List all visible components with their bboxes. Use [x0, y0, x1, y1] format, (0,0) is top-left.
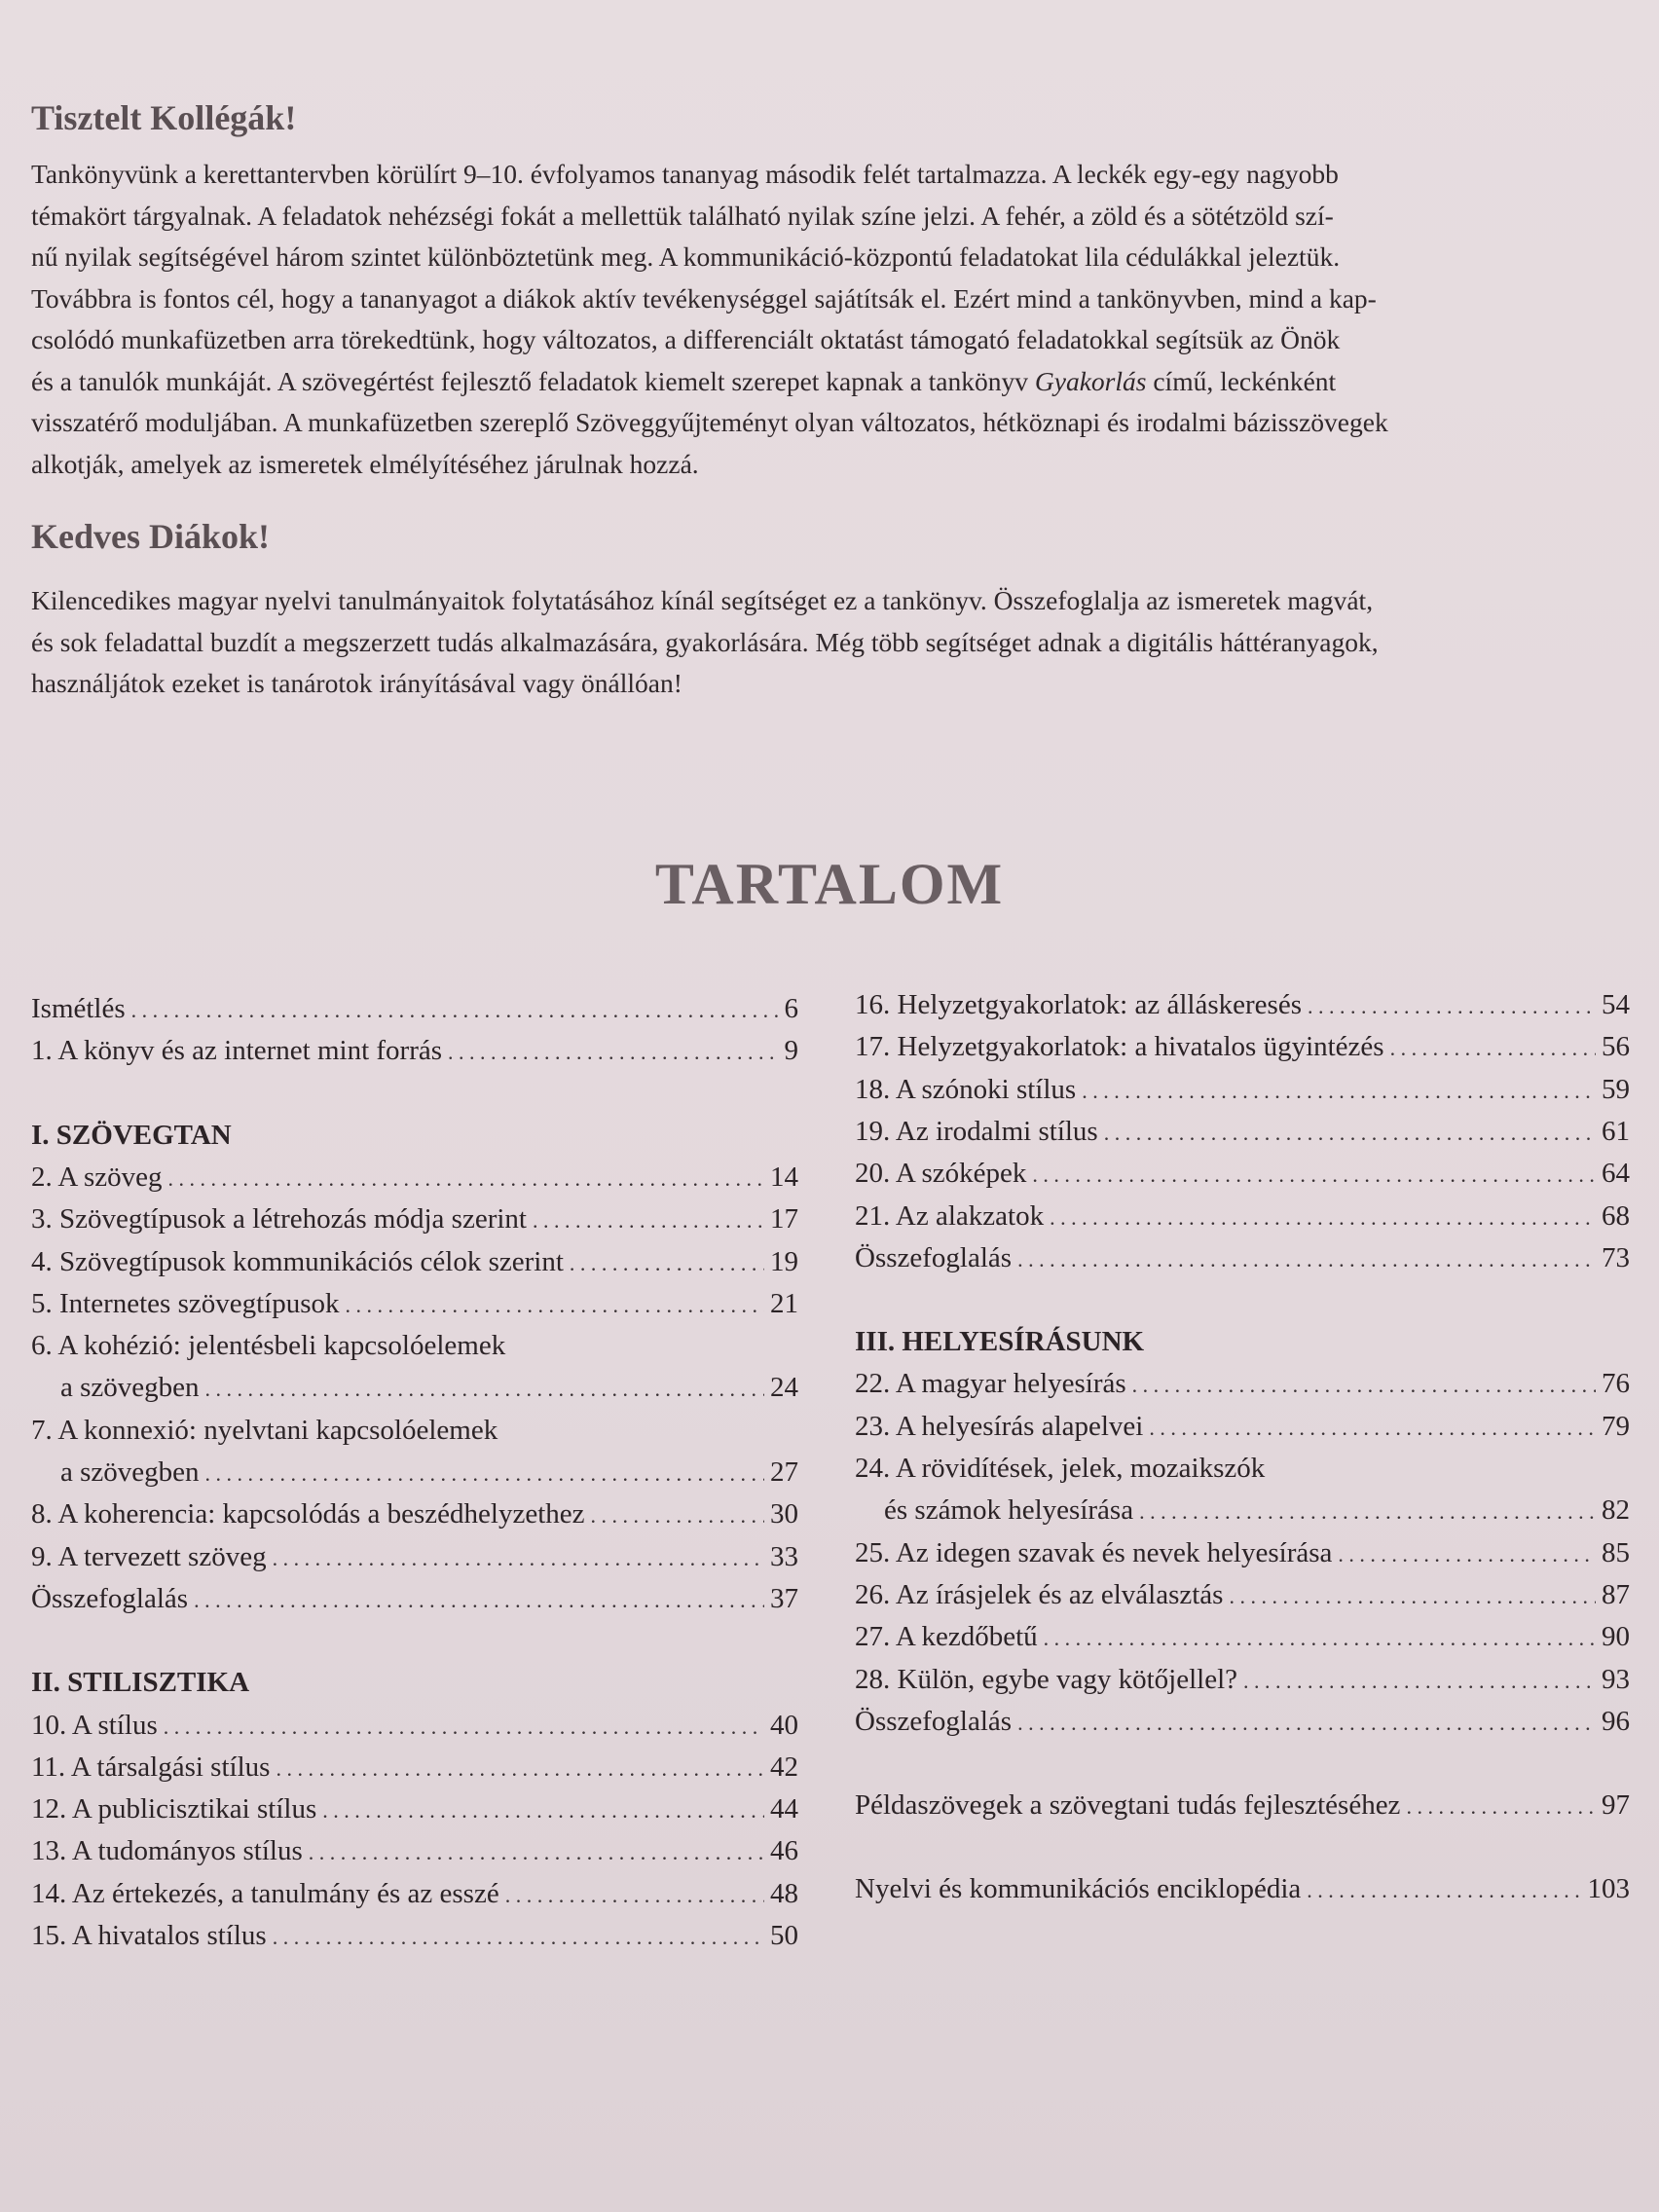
toc-entry-label: 21. Az alakzatok	[855, 1199, 1045, 1232]
toc-leader-dots	[448, 1040, 778, 1065]
toc-entry-line: 7. A konnexió: nyelvtani kapcsolóelemek	[31, 1414, 498, 1446]
toc-entry-label: 22. A magyar helyesírás	[855, 1368, 1126, 1400]
toc-entry-page-number: 90	[1602, 1621, 1630, 1653]
toc-entry	[31, 1372, 798, 1411]
toc-entry	[855, 1074, 1630, 1113]
toc-entry-label: 11. A társalgási stílus	[31, 1751, 271, 1783]
toc-entry-page-number: 73	[1602, 1241, 1630, 1273]
toc-entry	[855, 1158, 1630, 1197]
toc-entry-page-number: 27	[770, 1456, 798, 1488]
toc-entry	[855, 1368, 1630, 1407]
toc-entry	[855, 989, 1630, 1028]
toc-entry-label: Összefoglalás	[855, 1241, 1013, 1273]
toc-entry-page-number: 37	[770, 1582, 798, 1614]
toc-entry	[31, 1710, 798, 1749]
toc-entry	[31, 993, 798, 1032]
toc-leader-dots	[1149, 1416, 1596, 1441]
toc-leader-dots	[1050, 1205, 1596, 1231]
toc-entry-page-number: 93	[1602, 1663, 1630, 1695]
toc-leader-dots	[1139, 1499, 1596, 1525]
toc-entry-page-number: 44	[770, 1793, 798, 1825]
toc-entry-line: 6. A kohézió: jelentésbeli kapcsolóelemek	[31, 1330, 506, 1362]
toc-leader-dots	[164, 1714, 764, 1740]
toc-entry	[31, 1035, 798, 1074]
toc-entry-label: 10. A stílus	[31, 1709, 158, 1741]
toc-leader-dots	[1229, 1584, 1596, 1609]
toc-entry-page-number: 64	[1602, 1158, 1630, 1190]
para2-line: és sok feladattal buzdít a megszerzett tudás alkalmazására, gyakorlására. Még több segítséget adnak a digitális háttéranyagok,	[31, 626, 1379, 657]
toc-entry-page-number: 103	[1587, 1873, 1630, 1905]
toc-entry	[855, 1116, 1630, 1155]
toc-entry-page-number: 6	[784, 993, 798, 1024]
toc-entry	[31, 1288, 798, 1327]
colleagues-paragraph	[31, 154, 1618, 485]
toc-leader-dots	[346, 1293, 764, 1318]
toc-entry-label: a szövegben	[60, 1372, 200, 1404]
toc-entry-label: 1. A könyv és az internet mint forrás	[31, 1035, 443, 1067]
toc-entry	[855, 1200, 1630, 1239]
toc-entry-page-number: 82	[1602, 1494, 1630, 1527]
toc-entry-label: 28. Külön, egybe vagy kötőjellel?	[855, 1663, 1238, 1695]
toc-entry-page-number: 97	[1602, 1789, 1630, 1822]
toc-title: TARTALOM	[654, 852, 1005, 916]
para1-text: és a tanulók munkáját. A szövegértést fejlesztő feladatok kiemelt szerepet kapnak a tankönyv	[31, 365, 1035, 396]
toc-entry-page-number: 30	[770, 1498, 798, 1530]
toc-entry-label: 12. A publicisztikai stílus	[31, 1793, 317, 1825]
toc-entry-label: 16. Helyzetgyakorlatok: az álláskeresés	[855, 989, 1302, 1020]
toc-section-heading: II. STILISZTIKA	[31, 1667, 250, 1699]
toc-leader-dots	[1243, 1669, 1596, 1694]
toc-entry-label: Ismétlés	[31, 993, 126, 1024]
colleagues-heading: Tisztelt Kollégák!	[31, 98, 297, 137]
toc-entry-page-number: 21	[770, 1287, 798, 1319]
toc-leader-dots	[309, 1840, 764, 1865]
toc-entry-label: 5. Internetes szövegtípusok	[31, 1287, 340, 1319]
toc-entry	[855, 1621, 1630, 1660]
toc-entry-page-number: 54	[1602, 989, 1630, 1020]
toc-leader-dots	[1132, 1373, 1596, 1398]
toc-entry	[31, 1583, 798, 1622]
toc-leader-dots	[1082, 1079, 1596, 1104]
toc-entry	[855, 1494, 1630, 1533]
toc-leader-dots	[273, 1546, 764, 1571]
toc-entry-page-number: 42	[770, 1751, 798, 1783]
toc-entry-label: 9. A tervezett szöveg	[31, 1540, 267, 1572]
toc-right-column	[855, 989, 1630, 1963]
toc-entry-page-number: 46	[770, 1835, 798, 1867]
toc-entry-label: 15. A hivatalos stílus	[31, 1920, 267, 1951]
gyakorlas-italic: Gyakorlás	[1034, 365, 1147, 396]
toc-leader-dots	[591, 1503, 765, 1529]
toc-entry-label: 23. A helyesírás alapelvei	[855, 1410, 1144, 1442]
toc-section-heading: I. SZÖVEGTAN	[31, 1119, 232, 1151]
toc-entry-page-number: 85	[1602, 1536, 1630, 1568]
toc-left-column	[31, 993, 798, 1967]
toc-entry-page-number: 59	[1602, 1073, 1630, 1105]
toc-entry-page-number: 17	[770, 1203, 798, 1235]
toc-entry-line: 24. A rövidítések, jelek, mozaikszók	[855, 1453, 1266, 1484]
students-paragraph	[31, 580, 1618, 705]
toc-entry-label: 27. A kezdőbetű	[855, 1621, 1038, 1653]
toc-entry	[31, 1541, 798, 1580]
toc-entry-label: 4. Szövegtípusok kommunikációs célok szerint	[31, 1245, 564, 1277]
toc-entry	[31, 1246, 798, 1285]
toc-entry-label: 25. Az idegen szavak és nevek helyesírása	[855, 1536, 1333, 1568]
toc-entry-page-number: 68	[1602, 1199, 1630, 1232]
para1-line: csolódó munkafüzetben arra törekedtünk, hogy változatos, a differenciált oktatást támogató feladatokkal segítsük az Önök	[31, 324, 1341, 354]
para2-line: használjátok ezeket is tanárotok irányításával vagy önállóan!	[31, 668, 682, 698]
toc-leader-dots	[1338, 1542, 1596, 1567]
toc-entry	[855, 1873, 1630, 1912]
toc-entry	[855, 1579, 1630, 1618]
toc-leader-dots	[533, 1208, 764, 1234]
toc-entry-label: 14. Az értekezés, a tanulmány és az esszé	[31, 1877, 499, 1909]
toc-leader-dots	[1017, 1711, 1596, 1736]
toc-entry	[31, 1161, 798, 1200]
toc-entry-label: 17. Helyzetgyakorlatok: a hivatalos ügyintézés	[855, 1031, 1384, 1063]
toc-entry-page-number: 79	[1602, 1410, 1630, 1442]
toc-leader-dots	[1104, 1121, 1596, 1146]
toc-leader-dots	[1390, 1036, 1596, 1061]
toc-leader-dots	[273, 1925, 764, 1950]
toc-leader-dots	[1044, 1626, 1596, 1651]
toc-entry-page-number: 19	[770, 1245, 798, 1277]
toc-entry-page-number: 48	[770, 1877, 798, 1909]
toc-leader-dots	[205, 1377, 764, 1402]
toc-entry-page-number: 9	[784, 1035, 798, 1067]
toc-entry-label: 3. Szövegtípusok a létrehozás módja szerint	[31, 1203, 527, 1235]
toc-leader-dots	[168, 1166, 764, 1192]
toc-entry-label: 26. Az írásjelek és az elválasztás	[855, 1578, 1224, 1610]
toc-leader-dots	[1406, 1794, 1596, 1820]
toc-leader-dots	[1308, 994, 1596, 1019]
toc-entry	[31, 1878, 798, 1917]
para1-line	[31, 361, 1618, 403]
toc-entry-label: 19. Az irodalmi stílus	[855, 1115, 1098, 1147]
toc-leader-dots	[276, 1756, 764, 1782]
toc-entry-page-number: 24	[770, 1372, 798, 1404]
toc-leader-dots	[322, 1798, 764, 1824]
toc-entry-label: 20. A szóképek	[855, 1158, 1027, 1190]
toc-entry-page-number: 61	[1602, 1115, 1630, 1147]
toc-entry	[855, 1789, 1630, 1828]
toc-section-heading: III. HELYESÍRÁSUNK	[855, 1326, 1145, 1358]
toc-entry-label: Összefoglalás	[855, 1705, 1013, 1737]
toc-entry-page-number: 50	[770, 1920, 798, 1951]
toc-entry-page-number: 76	[1602, 1368, 1630, 1400]
toc-leader-dots	[1032, 1162, 1596, 1188]
toc-entry-page-number: 56	[1602, 1031, 1630, 1063]
toc-entry	[31, 1203, 798, 1242]
toc-leader-dots	[205, 1461, 764, 1487]
toc-entry	[855, 1411, 1630, 1450]
toc-entry	[855, 1242, 1630, 1281]
toc-entry-page-number: 87	[1602, 1578, 1630, 1610]
toc-entry	[31, 1498, 798, 1537]
students-heading: Kedves Diákok!	[31, 517, 271, 556]
toc-entry-page-number: 33	[770, 1540, 798, 1572]
para1-line: nű nyilak segítségével három szintet különböztetünk meg. A kommunikáció-központú feladatokat lila cédulákkal jeleztük.	[31, 241, 1341, 272]
toc-entry-label: Példaszövegek a szövegtani tudás fejlesztéséhez	[855, 1789, 1401, 1822]
toc-entry-label: 2. A szöveg	[31, 1161, 163, 1193]
para1-line: témakört tárgyalnak. A feladatok nehézségi fokát a mellettük található nyilak színe jelzi. A fehér, a zöld és a sötétzöld szí-	[31, 200, 1334, 231]
toc-entry	[855, 1664, 1630, 1703]
toc-entry-page-number: 96	[1602, 1705, 1630, 1737]
toc-entry	[31, 1751, 798, 1790]
toc-entry-page-number: 14	[770, 1161, 798, 1193]
toc-entry-label: 8. A koherencia: kapcsolódás a beszédhelyzethez	[31, 1498, 585, 1530]
para2-line: Kilencedikes magyar nyelvi tanulmányaitok folytatásához kínál segítséget ez a tankönyv. Összefoglalja az ismeretek magvát,	[31, 585, 1374, 615]
toc-entry-label: Összefoglalás	[31, 1582, 189, 1614]
para1-line: alkotják, amelyek az ismeretek elmélyítéséhez járulnak hozzá.	[31, 448, 699, 479]
para1-text: című, leckénként	[1146, 365, 1337, 396]
toc-entry	[31, 1456, 798, 1495]
toc-entry	[31, 1793, 798, 1832]
toc-entry	[31, 1835, 798, 1874]
toc-entry-page-number: 40	[770, 1709, 798, 1741]
toc-entry	[855, 1706, 1630, 1745]
toc-entry	[855, 1031, 1630, 1070]
toc-entry-label: 18. A szónoki stílus	[855, 1073, 1077, 1105]
toc-entry-label: a szövegben	[60, 1456, 200, 1488]
toc-entry-label: és számok helyesírása	[884, 1494, 1134, 1527]
toc-entry-label: Nyelvi és kommunikációs enciklopédia	[855, 1873, 1302, 1905]
toc-leader-dots	[1017, 1247, 1596, 1272]
toc-leader-dots	[131, 998, 779, 1023]
para1-line: visszatérő moduljában. A munkafüzetben szereplő Szöveggyűjteményt olyan változatos, hétköznapi és irodalmi bázisszövegek	[31, 407, 1388, 437]
toc-leader-dots	[505, 1883, 764, 1908]
para1-line: Továbbra is fontos cél, hogy a tananyagot a diákok aktív tevékenységgel sajátítsák el. Ezért mind a tankönyvben, mind a kap-	[31, 282, 1377, 313]
toc-leader-dots	[1307, 1878, 1581, 1903]
toc-leader-dots	[194, 1588, 764, 1613]
toc-entry-label: 13. A tudományos stílus	[31, 1835, 303, 1867]
toc-entry	[855, 1537, 1630, 1576]
toc-entry	[31, 1920, 798, 1959]
para1-line: Tankönyvünk a kerettantervben körülírt 9–10. évfolyamos tananyag második felét tartalmazza. A leckék egy-egy nagyobb	[31, 159, 1339, 189]
toc-leader-dots	[570, 1251, 764, 1276]
